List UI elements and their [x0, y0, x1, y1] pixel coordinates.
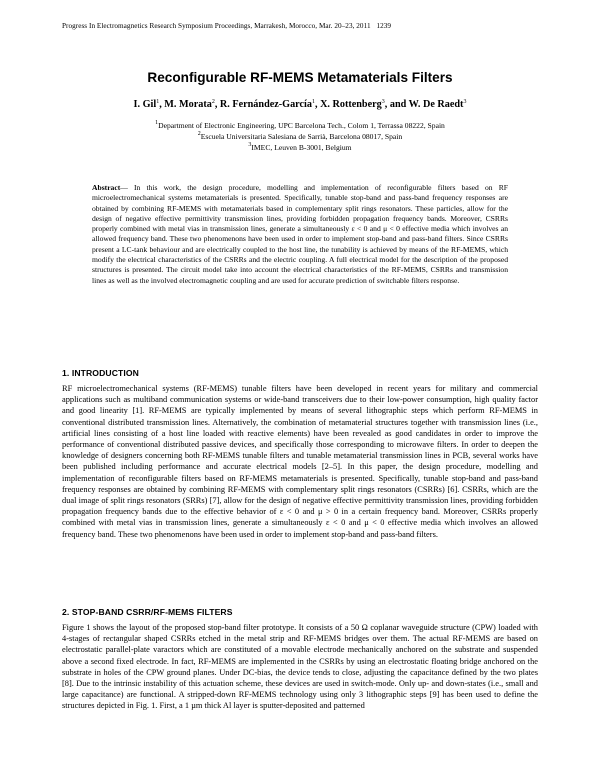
author: X. Rottenberg	[320, 99, 382, 110]
author-affil-mark: 1	[156, 99, 160, 105]
affiliation-mark: 3	[248, 142, 252, 148]
author: R. Fernández-García	[219, 99, 312, 110]
running-header	[62, 22, 542, 30]
section-heading-introduction: 1. INTRODUCTION	[62, 368, 139, 378]
author-affil-mark: 3	[381, 99, 385, 105]
paper-title: Reconfigurable RF-MEMS Metamaterials Filters	[147, 70, 453, 85]
abstract-text: In this work, the design procedure, modelling and implementation of reconfigurable filters based on RF microelectromechanical systems metamaterials is presented. Specifically, tunable stop-band and pass-band frequency responses are obtained by combining RF-MEMS with metamaterials based in complementary split rings resonators. These particles, allow for the design of negative effective permittivity transmission lines, providing forbidden propagation frequency bands. Moreover, CSRRs properly combined with metal vias in transmission lines, generate a simultaneously ε < 0 and μ < 0 effective media which involves an allowed frequency band. These two phenomenons have been used in order to implement stop-band and pass-band filters. Since CSRRs present a LC-tank behaviour and are electrically coupled to the host line, the tunability is achieved by means of the RF-MEMS, which modify the electrical characteristics of the CSRRs and the electric coupling. A full electrical model for the description of the proposed structures is presented. The circuit model take into account the electrical characteristics of the RF-MEMS, CSRRs and transmission lines as well as the involved electromagnetic coupling and are used for accurate prediction of switchable filters response.	[92, 183, 508, 285]
author: I. Gil	[133, 99, 157, 110]
author: M. Morata	[164, 99, 212, 110]
paragraph: RF microelectromechanical systems (RF-MEMS) tunable filters have been developed in recent years for military and commercial applications such as multiband communication systems or wide-band transceivers due to their low-power consumption, high quality factor and good linearity [1]. RF-MEMS are typically implemented by means of several lithographic steps which perform RF-MEMS in conventional distributed transmission lines. Alternatively, the combination of metamaterial structures together with transmission lines (i.e., artificial lines consisting of a host line loaded with reactive elements) have been revealed as good candidates in order to improve the performance of conventional distributed passive devices, and specifically those corresponding to microwave filters. In order to deepen the knowledge of designers concerning both RF-MEMS tunable filters and tunable metamaterial transmission lines in PCB, several works have been published including performance and accurate electrical models [2–5]. In this paper, the design procedure, modelling and implementation of reconfigurable filters based on RF-MEMS metamaterials is presented. Specifically, tunable stop-band and pass-band frequency responses are obtained by combining RF-MEMS with complementary split rings resonators (CSRRs) [6]. CSRRs, which are the dual image of split rings resonators (SRRs) [7], allow for the design of negative effective permittivity transmission lines, providing forbidden propagation frequency bands due to the effective behavior of ε < 0 and μ > 0 in a certain frequency band. Moreover, CSRRs properly combined with metal vias in transmission lines, generate a simultaneously ε < 0 and μ < 0 effective media which involves an allowed frequency band. These two phenomenons have been used in order to implement stop-band and pass-band filters.	[62, 384, 538, 539]
affiliation	[0, 131, 600, 141]
author-list: I. Gil$^1$, M. Morata$^2$, R. Fernández-García$^1$, X. Rottenberg$^3$, and W. De Raedt$^3$	[133, 99, 467, 110]
section-body-introduction	[62, 383, 538, 540]
abstract: Abstract— In this work, the design procedure, modelling and implementation of reconfigurable filters based on RF microelectromechanical systems metamaterials is presented. Specifically, tunable stop-band and pass-band frequency responses are obtained by combining RF-MEMS with metamaterials based in complementary split rings resonators. These particles, allow for the design of negative effective permittivity transmission lines, providing forbidden propagation frequency bands. Moreover, CSRRs properly combined with metal vias in transmission lines, generate a simultaneously ε < 0 and μ < 0 effective media which involves an allowed frequency band. These two phenomenons have been used in order to implement stop-band and pass-band filters. Since CSRRs present a LC-tank behaviour and are electrically coupled to the host line, the tunability is achieved by means of the RF-MEMS, which modify the electrical characteristics of the CSRRs and the electric coupling. A full electrical model for the description of the proposed structures is presented. The circuit model take into account the electrical characteristics of the RF-MEMS, CSRRs and transmission lines as well as the involved electromagnetic coupling and are used for accurate prediction of switchable filters response.	[92, 183, 508, 285]
abstract-label: Abstract	[92, 183, 121, 192]
author-affil-mark: 3	[463, 99, 467, 105]
author-affil-mark: 1	[311, 99, 315, 105]
affiliation	[0, 142, 600, 152]
affiliation-text: Escuela Universitaria Salesiana de Sarrià, Barcelona 08017, Spain	[200, 132, 403, 141]
author: W. De Raedt	[408, 99, 464, 110]
running-title: Progress In Electromagnetics Research Symposium Proceedings, Marrakesh, Morocco, Mar. 20–23, 2011	[62, 22, 371, 30]
affiliation-mark: 1	[155, 120, 159, 126]
affiliation-mark: 2	[197, 131, 201, 137]
author-affil-mark: 2	[211, 99, 215, 105]
page-number: 1239	[376, 22, 392, 30]
paragraph: Figure 1 shows the layout of the proposed stop-band filter prototype. It consists of a 50 Ω coplanar waveguide structure (CPW) loaded with 4-stages of rectangular shaped CSRRs etched in the metal strip and RF-MEMS bridges over them. The actual RF-MEMS are based on electrostatic parallel-plate varactors which are constituted of a movable electrode mechanically anchored on the substrate and suspended above a second fixed electrode. In fact, RF-MEMS are implemented in the CSRRs by using an electrostatic floating bridge anchored on the substrate in holes of the CPW ground planes. Under DC-bias, the device tends to close, adjusting the capacitance defined by the two plates [8]. Due to the intrinsic instability of this actuation scheme, these devices are used in switch-mode. Only up- and down-states (i.e., small and large capacitance) are functional. A stripped-down RF-MEMS technology using only 3 lithographic steps [9] has been used to define the structures depicted in Fig. 1. First, a 1 µm thick Al layer is sputter-deposited and patterned	[62, 623, 538, 711]
affiliation	[0, 120, 600, 130]
section-heading-stop-band: 2. STOP-BAND CSRR/RF-MEMS FILTERS	[62, 607, 233, 617]
affiliation-text: Department of Electronic Engineering, UPC Barcelona Tech., Colom 1, Terrassa 08222, Spain	[158, 121, 445, 130]
section-body-stop-band	[62, 622, 538, 712]
affiliation-text: IMEC, Leuven B-3001, Belgium	[251, 143, 352, 152]
